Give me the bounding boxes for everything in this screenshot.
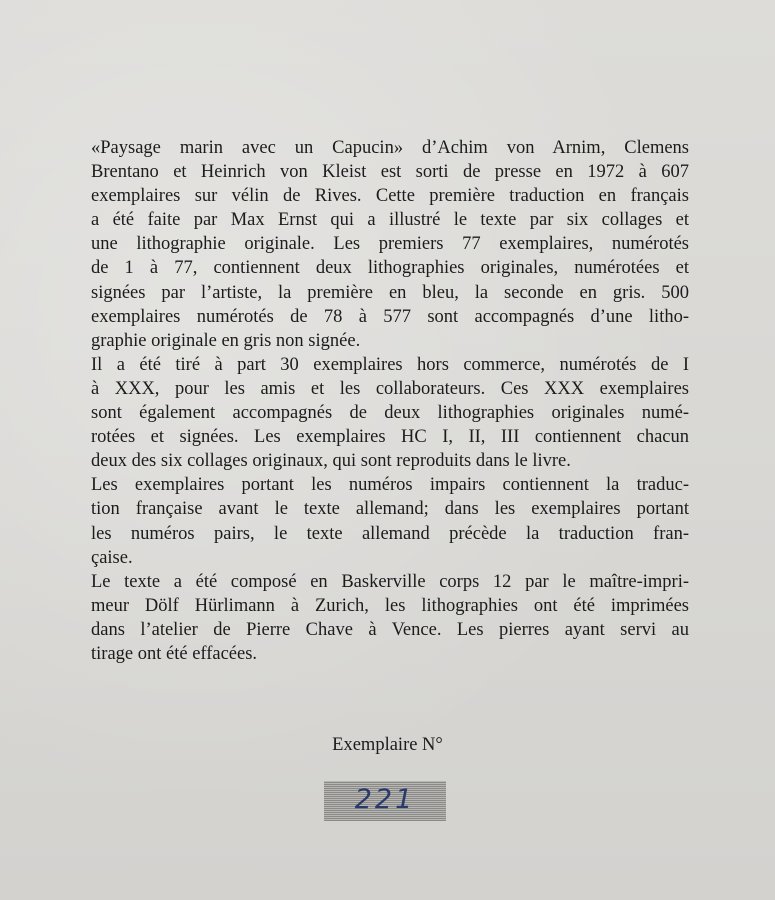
text-line: çaise. (91, 547, 133, 568)
text-line: «Paysage marin avec un Capucin» d’Achim von Arnim, Clemens (91, 138, 689, 158)
text-line: Le texte a été composé en Baskerville corps 12 par le maître-impri- (91, 571, 689, 592)
colophon-text (91, 136, 689, 666)
text-line: tirage ont été effacées. (91, 643, 258, 664)
exemplaire-number-plate (324, 781, 446, 821)
text-line: Les exemplaires portant les numéros impairs contiennent la traduc- (91, 475, 689, 496)
text-line: deux des six collages originaux, qui sont reproduits dans le livre. (91, 451, 571, 472)
text-line: graphie originale en gris non signée. (91, 330, 361, 351)
paragraph-translation-order (91, 473, 689, 569)
text-line: les numéros pairs, le texte allemand précède la traduction fran- (91, 523, 689, 544)
paragraph-edition (91, 136, 689, 353)
text-line: dans l’atelier de Pierre Chave à Vence. Les pierres ayant servi au (91, 619, 689, 640)
text-line: une lithographie originale. Les premiers 77 exemplaires, numérotés (91, 234, 689, 255)
text-line: exemplaires sur vélin de Rives. Cette première traduction en français (91, 186, 689, 207)
text-line: tion française avant le texte allemand; dans les exemplaires portant (91, 499, 689, 520)
text-line: rotées et signées. Les exemplaires HC I, II, III contiennent chacun (91, 427, 689, 448)
text-line: sont également accompagnés de deux lithographies originales numé- (91, 403, 689, 424)
text-line: Brentano et Heinrich von Kleist est sorti de presse en 1972 à 607 (91, 162, 689, 183)
exemplaire-label: Exemplaire N° (332, 735, 443, 755)
text-line: de 1 à 77, contiennent deux lithographies originales, numérotées et (91, 258, 689, 279)
text-line: exemplaires numérotés de 78 à 577 sont accompagnés d’une litho- (91, 306, 689, 327)
paragraph-hors-commerce (91, 353, 689, 473)
text-line: à XXX, pour les amis et les collaborateurs. Ces XXX exemplaires (91, 378, 689, 399)
text-line: a été faite par Max Ernst qui a illustré le texte par six collages et (91, 210, 689, 231)
text-line: signées par l’artiste, la première en bleu, la seconde en gris. 500 (91, 282, 689, 303)
text-line: Il a été tiré à part 30 exemplaires hors commerce, numérotés de I (91, 354, 689, 375)
paragraph-printing (91, 570, 689, 666)
text-line: meur Dölf Hürlimann à Zurich, les lithographies ont été imprimées (91, 595, 689, 616)
exemplaire-number: 221 (354, 784, 416, 815)
